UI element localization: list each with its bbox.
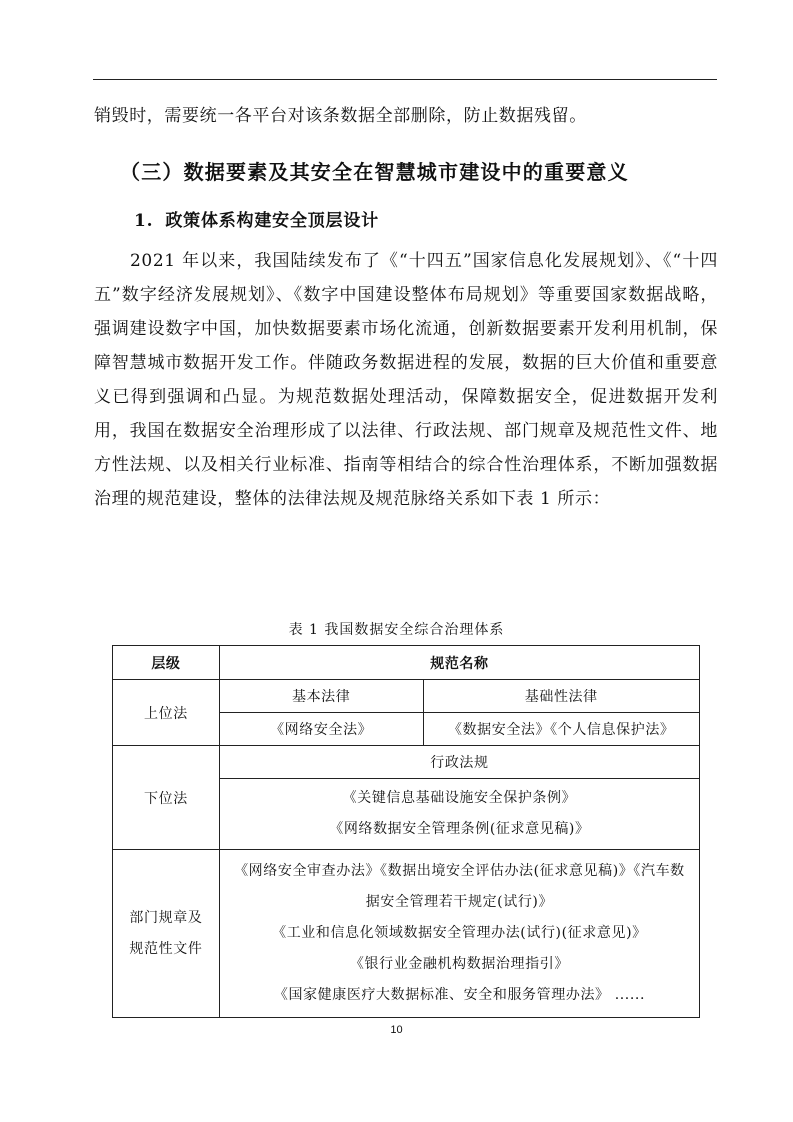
continuation-paragraph: 销毁时，需要统一各平台对该条数据全部删除，防止数据残留。 (94, 106, 587, 126)
basic-law-value: 《网络安全法》 (219, 713, 423, 746)
admin-regulation-header: 行政法规 (219, 746, 699, 779)
table-caption: 表 1 我国数据安全综合治理体系 (288, 622, 505, 638)
list-item: 《工业和信息化领域数据安全管理办法(试行)(征求意见)》 (272, 925, 647, 941)
list-item: 《国家健康医疗大数据标准、安全和服务管理办法》 ...... (273, 987, 645, 1003)
dept-rules-list (219, 850, 699, 1018)
foundational-law-value: 《数据安全法》《个人信息保护法》 (423, 713, 700, 746)
list-item: 《银行业金融机构数据治理指引》 (349, 956, 569, 972)
basic-law-header: 基本法律 (219, 680, 423, 713)
subsection-title: 政策体系构建安全顶层设计 (165, 211, 379, 231)
upper-law-level: 上位法 (113, 680, 220, 746)
lower-law-level: 下位法 (113, 746, 220, 850)
list-item: 《网络安全审查办法》《数据出境安全评估办法(征求意见稿)》《汽车数据安全管理若干规定(试行)》 (234, 863, 685, 910)
header-name: 规范名称 (219, 646, 699, 680)
dept-rules-level: 部门规章及规范性文件 (113, 850, 220, 1018)
subsection-number: 1. (134, 211, 154, 231)
header-level: 层级 (113, 646, 220, 680)
admin-regulation-list (219, 779, 699, 850)
governance-table (112, 645, 700, 1018)
list-item: 《关键信息基础设施安全保护条例》 (342, 790, 577, 806)
header-rule (93, 79, 717, 80)
list-item: 《网络数据安全管理条例(征求意见稿)》 (329, 821, 590, 837)
section-heading: （三）数据要素及其安全在智慧城市建设中的重要意义 (120, 160, 629, 184)
page-number: 10 (390, 1024, 403, 1036)
foundational-law-header: 基础性法律 (423, 680, 700, 713)
body-paragraph: 2021 年以来，我国陆续发布了《“十四五”国家信息化发展规划》、《“十四五”数字经济发展规划》、《数字中国建设整体布局规划》等重要国家数据战略，强调建设数字中国，加快数据要素市场化流通，创新数据要素开发利用机制，保障智慧城市数据开发工作。伴随政务数据进程的发展，数据的巨大价值和重要意义已得到强调和凸显。为规范数据处理活动，保障数据安全，促进数据开发利用，我国在数据安全治理形成了以法律、行政法规、部门规章及规范性文件、地方性法规、以及相关行业标准、指南等相结合的综合性治理体系，不断加强数据治理的规范建设，整体的法律法规及规范脉络关系如下表 1 所示： (94, 251, 718, 509)
subsection-heading (134, 206, 379, 231)
